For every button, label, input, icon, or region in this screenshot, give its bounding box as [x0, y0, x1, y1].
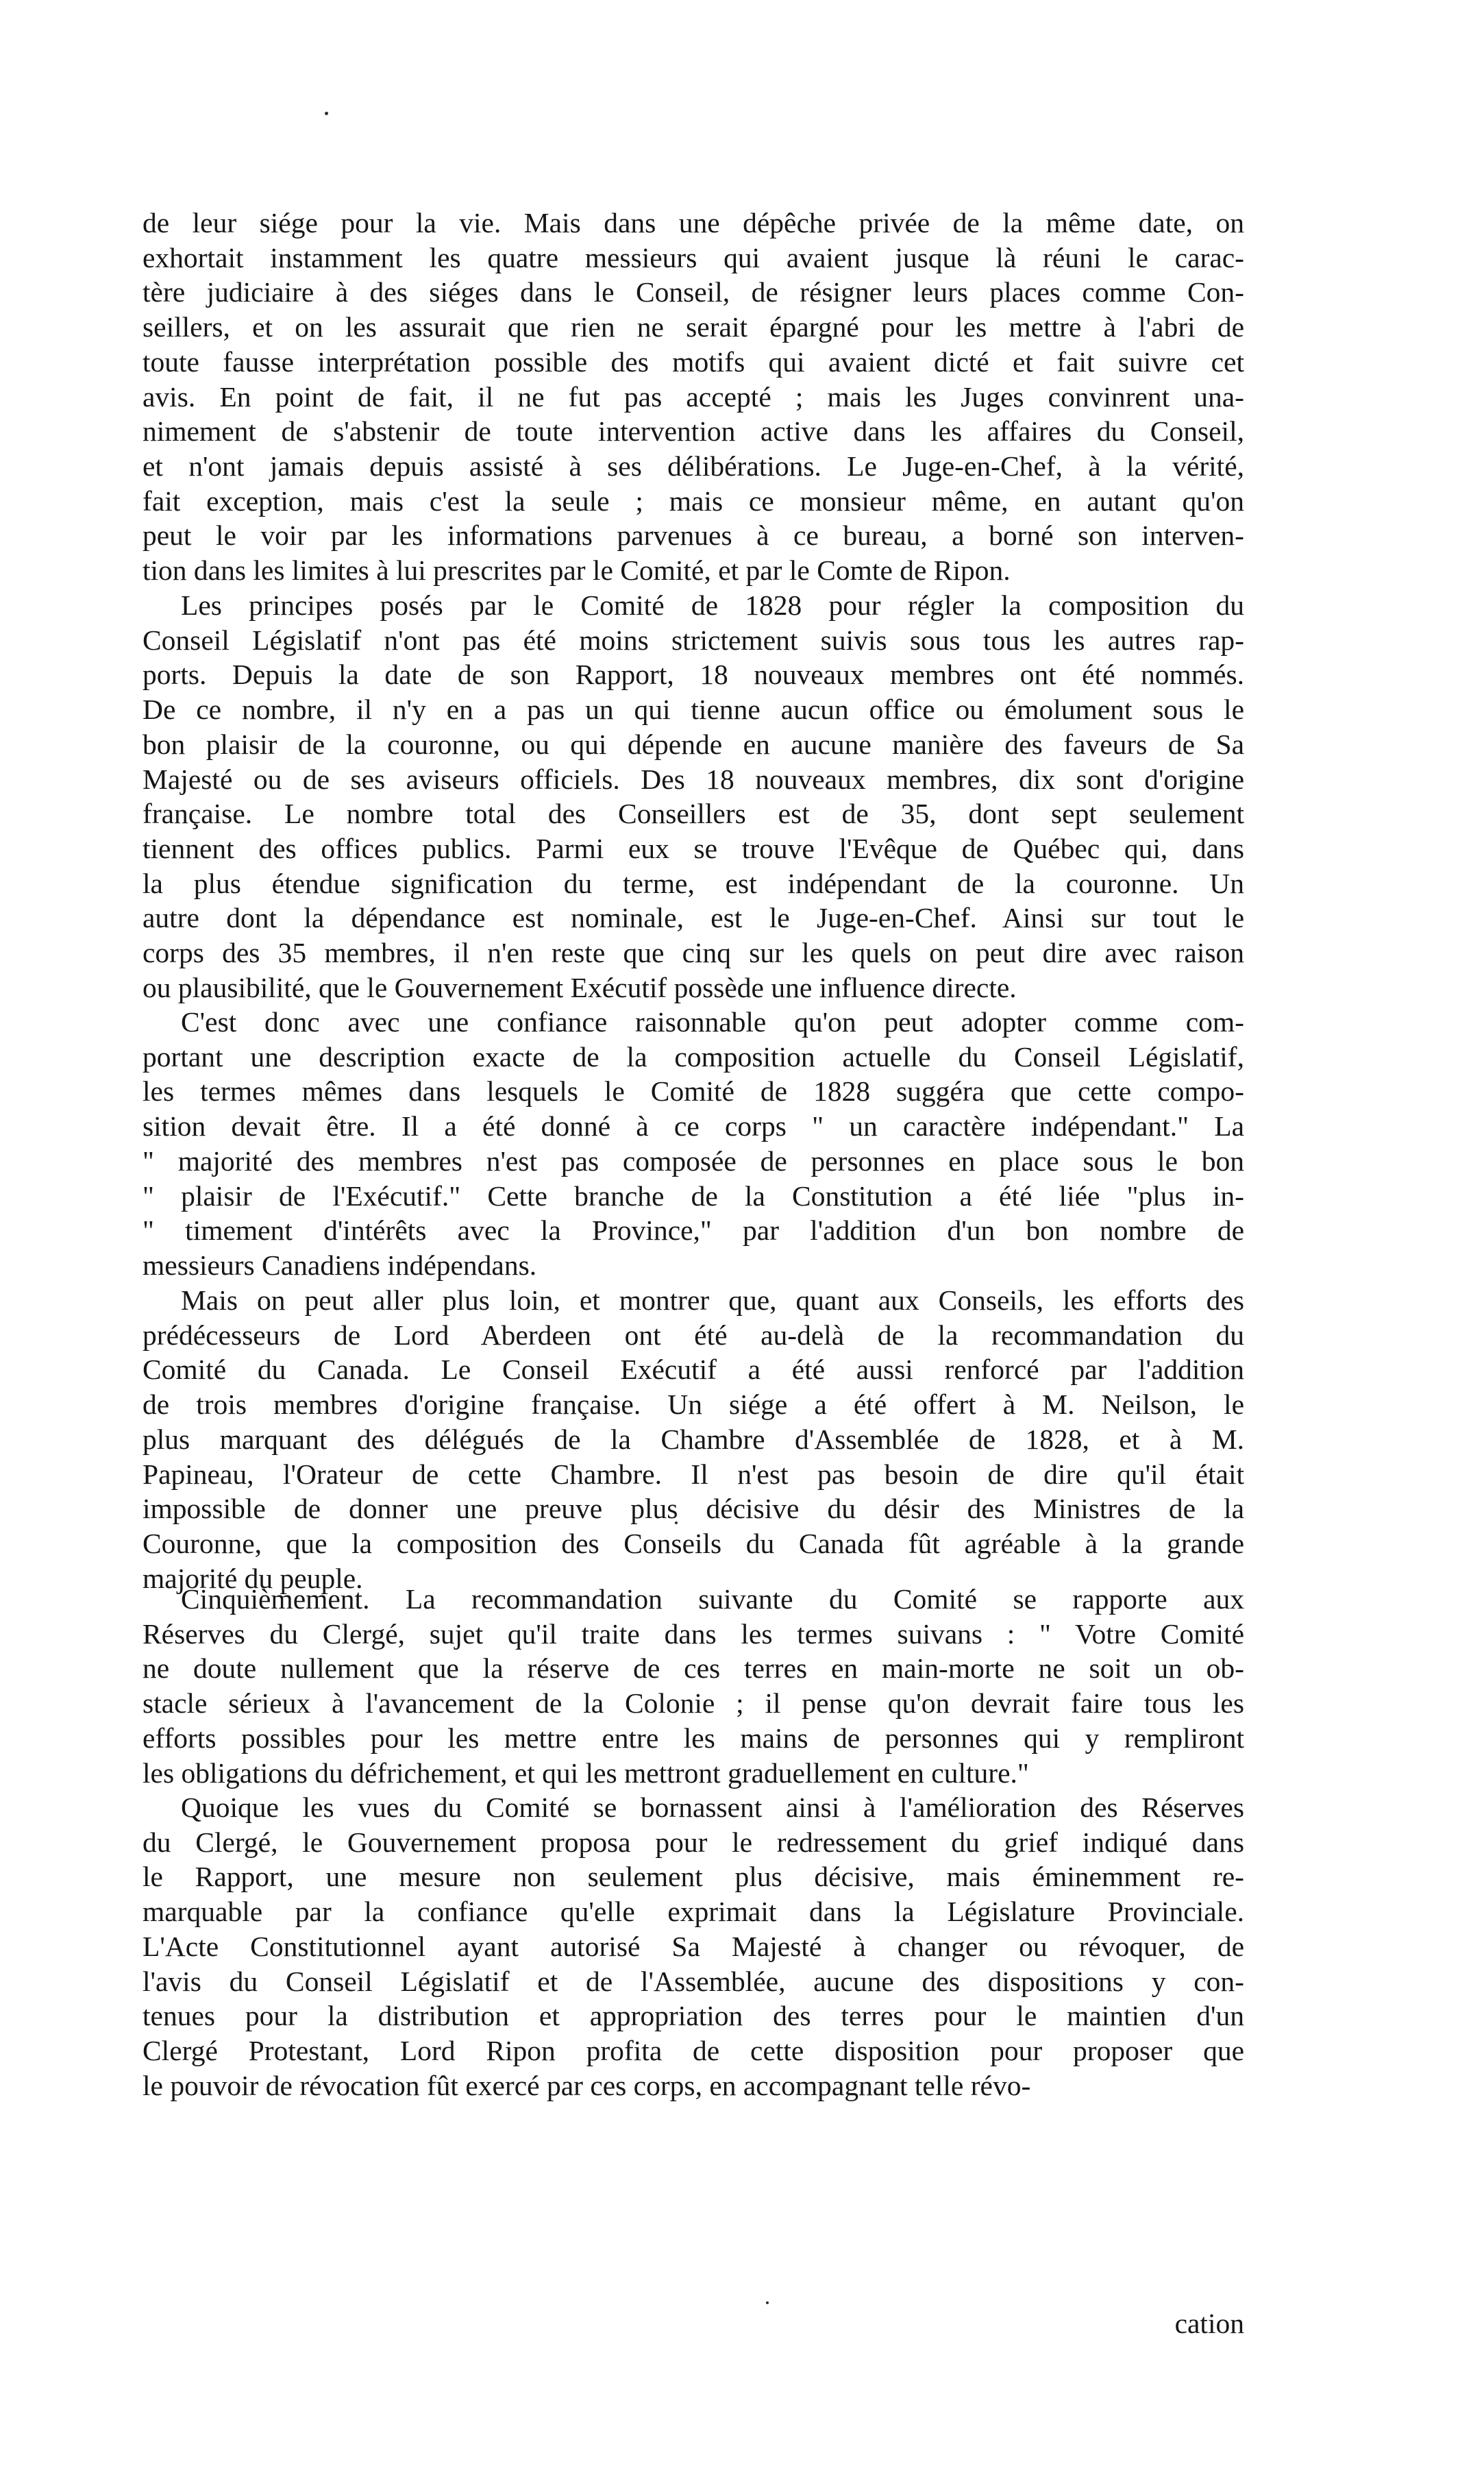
text-line: portant une description exacte de la composition actuelle du Conseil Législatif,: [143, 1040, 1244, 1073]
text-line: tion dans les limites à lui prescrites par le Comité, et par le Comte de Ripon.: [143, 554, 1011, 587]
text-line: de trois membres d'origine française. Un siége a été offert à M. Neilson, le: [143, 1389, 1244, 1421]
text-line: Réserves du Clergé, sujet qu'il traite dans les termes suivans : " Votre Comité: [143, 1617, 1244, 1650]
paragraph-lines: [143, 1790, 1244, 2103]
text-line: majorité du peuple.: [143, 1562, 363, 1594]
text-line: " majorité des membres n'est pas composée de personnes en place sous le bon: [143, 1145, 1244, 1177]
text-line: C'est donc avec une confiance raisonnable qu'on peut adopter comme com-: [181, 1006, 1244, 1038]
text-line: le pouvoir de révocation fût exercé par ces corps, en accompagnant telle révo-: [143, 2069, 1031, 2101]
text-line: ne doute nullement que la réserve de ces terres en main-morte ne soit un ob-: [143, 1652, 1244, 1685]
text-line: Conseil Législatif n'ont pas été moins strictement suivis sous tous les autres rap-: [143, 624, 1244, 656]
paragraph-lines: [143, 588, 1244, 1005]
paragraph-legislative-council: [143, 588, 1244, 1005]
paragraph-cinquiemement: [143, 1582, 1244, 1790]
stray-ink-dot: [766, 2301, 769, 2304]
paragraph-lines: [143, 206, 1244, 588]
text-line: sition devait être. Il a été donné à ce corps " un caractère indépendant." La: [143, 1110, 1244, 1142]
stray-ink-dot: [325, 112, 328, 115]
catchword: cation: [1174, 2308, 1244, 2339]
text-line: tère judiciaire à des siéges dans le Conseil, de résigner leurs places comme Con-: [143, 276, 1244, 308]
text-line: les obligations du défrichement, et qui les mettront graduellement en culture.": [143, 1757, 1029, 1789]
text-line: " plaisir de l'Exécutif." Cette branche de la Constitution a été liée "plus in-: [143, 1179, 1244, 1212]
text-line: les termes mêmes dans lesquels le Comité de 1828 suggéra que cette compo-: [143, 1075, 1244, 1108]
text-line: corps des 35 membres, il n'en reste que cinq sur les quels on peut dire avec raison: [143, 937, 1244, 969]
text-line: toute fausse interprétation possible des motifs qui avaient dicté et fait suivre cet: [143, 345, 1244, 378]
text-line: Papineau, l'Orateur de cette Chambre. Il n'est pas besoin de dire qu'il était: [143, 1458, 1244, 1490]
text-line: fait exception, mais c'est la seule ; mais ce monsieur même, en autant qu'on: [143, 485, 1244, 517]
text-line: efforts possibles pour les mettre entre les mains de personnes qui y rempliront: [143, 1722, 1244, 1754]
text-line: française. Le nombre total des Conseillers est de 35, dont sept seulement: [143, 798, 1244, 830]
paragraph-confidence: [143, 1005, 1244, 1283]
text-line: tiennent des offices publics. Parmi eux se trouve l'Evêque de Québec qui, dans: [143, 832, 1244, 864]
text-line: et n'ont jamais depuis assisté à ses délibérations. Le Juge-en-Chef, à la vérité,: [143, 450, 1244, 482]
text-line: seillers, et on les assurait que rien ne serait épargné pour les mettre à l'abri de: [143, 311, 1244, 343]
text-line: l'avis du Conseil Législatif et de l'Assemblée, aucune des dispositions y con-: [143, 1965, 1244, 1997]
text-line: Couronne, que la composition des Conseils du Canada fût agréable à la grande: [143, 1527, 1244, 1559]
text-line: Clergé Protestant, Lord Ripon profita de cette disposition pour proposer que: [143, 2034, 1244, 2066]
text-line: De ce nombre, il n'y en a pas un qui tienne aucun office ou émolument sous le: [143, 694, 1244, 726]
text-line: la plus étendue signification du terme, est indépendant de la couronne. Un: [143, 867, 1244, 899]
text-line: impossible de donner une preuve plus décisive du désir des Ministres de la: [143, 1493, 1244, 1525]
paragraph-continuation: [143, 206, 1244, 588]
paragraph-clergy-reserves: [143, 1790, 1244, 2103]
text-line: Les principes posés par le Comité de 1828 pour régler la composition du: [181, 589, 1244, 621]
paragraph-councils: [143, 1283, 1244, 1595]
text-line: tenues pour la distribution et appropriation des terres pour le maintien d'un: [143, 2000, 1244, 2032]
text-line: exhortait instamment les quatre messieurs qui avaient jusque là réuni le carac-: [143, 241, 1244, 273]
text-line: L'Acte Constitutionnel ayant autorisé Sa Majesté à changer ou révoquer, de: [143, 1930, 1244, 1962]
text-line: prédécesseurs de Lord Aberdeen ont été au-delà de la recommandation du: [143, 1319, 1244, 1351]
paragraph-lines: [143, 1283, 1244, 1595]
text-line: peut le voir par les informations parvenues à ce bureau, a borné son interven-: [143, 519, 1244, 552]
text-line: " timement d'intérêts avec la Province," par l'addition d'un bon nombre de: [143, 1214, 1244, 1247]
text-line: Quoique les vues du Comité se bornassent ainsi à l'amélioration des Réserves: [181, 1792, 1244, 1823]
text-line: le Rapport, une mesure non seulement plus décisive, mais éminemment re-: [143, 1861, 1244, 1893]
text-line: messieurs Canadiens indépendans.: [143, 1249, 537, 1281]
text-line: avis. En point de fait, il ne fut pas accepté ; mais les Juges convinrent una-: [143, 380, 1244, 413]
paragraph-lines: [143, 1582, 1244, 1790]
text-line: plus marquant des délégués de la Chambre d'Assemblée de 1828, et à M.: [143, 1423, 1244, 1455]
text-line: marquable par la confiance qu'elle exprimait dans la Législature Provinciale.: [143, 1896, 1244, 1928]
text-line: Mais on peut aller plus loin, et montrer que, quant aux Conseils, les efforts des: [181, 1284, 1244, 1316]
text-line: Comité du Canada. Le Conseil Exécutif a été aussi renforcé par l'addition: [143, 1354, 1244, 1386]
text-line: du Clergé, le Gouvernement proposa pour le redressement du grief indiqué dans: [143, 1826, 1244, 1858]
text-line: bon plaisir de la couronne, ou qui dépende en aucune manière des faveurs de Sa: [143, 728, 1244, 760]
paragraph-lines: [143, 1005, 1244, 1283]
text-line: stacle sérieux à l'avancement de la Colonie ; il pense qu'on devrait faire tous les: [143, 1687, 1244, 1720]
text-line: Cinquièmement. La recommandation suivante du Comité se rapporte aux: [181, 1583, 1244, 1615]
text-line: de leur siége pour la vie. Mais dans une dépêche privée de la même date, on: [143, 207, 1244, 239]
text-line: nimement de s'abstenir de toute intervention active dans les affaires du Conseil,: [143, 415, 1244, 448]
text-line: autre dont la dépendance est nominale, est le Juge-en-Chef. Ainsi sur tout le: [143, 902, 1244, 934]
text-line: Majesté ou de ses aviseurs officiels. Des 18 nouveaux membres, dix sont d'origine: [143, 763, 1244, 795]
text-line: ou plausibilité, que le Gouvernement Exécutif possède une influence directe.: [143, 971, 1017, 1003]
text-line: ports. Depuis la date de son Rapport, 18 nouveaux membres ont été nommés.: [143, 659, 1244, 691]
